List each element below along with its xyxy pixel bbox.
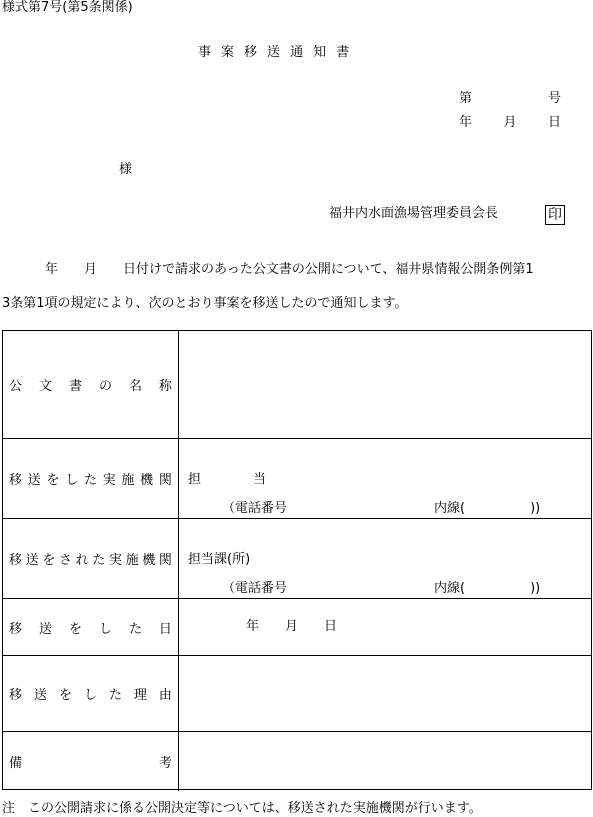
table-row-receiving-agency — [3, 519, 591, 599]
addressee-honorific: 様 — [119, 162, 133, 177]
label-char: の — [98, 379, 112, 394]
footnote: 注 この公開請求に係る公開決定等については、移送された実施機関が行います。 — [2, 801, 482, 816]
row-label — [3, 732, 179, 791]
transfer-details-table — [2, 330, 592, 790]
transfer-reason-field[interactable] — [179, 656, 591, 731]
transfer-date-label: 年 月 日 — [246, 619, 338, 634]
transfer-date-field[interactable] — [179, 599, 591, 655]
document-name-field[interactable] — [179, 331, 591, 438]
label-char: を — [46, 473, 60, 488]
table-row-transfer-reason — [3, 656, 591, 732]
title-char: 移 — [244, 45, 268, 60]
label-char: し — [65, 473, 79, 488]
phone-number-label: （電話番号 — [222, 581, 288, 596]
seal-stamp-box: 印 — [545, 205, 565, 225]
title-char: 書 — [336, 45, 360, 60]
label-char: れ — [75, 553, 89, 568]
person-in-charge-label: 担 当 — [188, 472, 267, 487]
label-char: 考 — [158, 756, 172, 771]
label-char: を — [42, 553, 56, 568]
label-char: 施 — [125, 553, 139, 568]
title-char: 事 — [198, 45, 222, 60]
table-row-remarks — [3, 732, 591, 791]
title-char: 通 — [290, 45, 314, 60]
document-number-line — [459, 91, 561, 107]
label-char: 称 — [158, 379, 172, 394]
label-char: 移 — [9, 473, 23, 488]
date-year: 年 — [459, 115, 473, 130]
extension-label: 内線( )) — [434, 501, 541, 516]
table-row-document-name — [3, 331, 591, 439]
label-char: 公 — [9, 379, 23, 394]
label-char: 備 — [9, 756, 23, 771]
row-label — [3, 656, 179, 731]
date-month: 月 — [503, 115, 517, 130]
row-label — [3, 439, 179, 518]
label-char: 関 — [158, 553, 172, 568]
label-char: 機 — [142, 553, 156, 568]
label-char: 日 — [158, 621, 172, 637]
title-char: 送 — [267, 45, 291, 60]
title-char: 案 — [221, 45, 245, 60]
number-suffix: 号 — [547, 91, 561, 106]
label-char: を — [58, 688, 72, 703]
label-char: し — [98, 621, 112, 637]
label-char: 名 — [128, 379, 142, 394]
label-char: 送 — [27, 473, 41, 488]
label-char: し — [83, 688, 97, 703]
row-label — [3, 331, 179, 438]
label-char: 移 — [9, 621, 23, 637]
label-char: た — [83, 473, 97, 488]
label-char: 移 — [9, 688, 23, 703]
receiving-agency-field[interactable] — [179, 519, 591, 598]
department-in-charge-label: 担当課(所) — [188, 552, 251, 567]
document-title — [198, 45, 359, 61]
label-char: さ — [58, 553, 72, 568]
transferring-agency-field[interactable] — [179, 439, 591, 518]
label-char: 移 — [9, 553, 23, 568]
number-prefix: 第 — [459, 91, 473, 106]
label-char: 送 — [38, 621, 52, 637]
label-char: 施 — [121, 473, 135, 488]
body-text-line-1: 年 月 日付けで請求のあった公文書の公開について、福井県情報公開条例第1 — [45, 262, 534, 277]
label-char: 書 — [68, 379, 82, 394]
label-char: た — [128, 621, 142, 637]
label-char: 実 — [102, 473, 116, 488]
table-row-transfer-date — [3, 599, 591, 656]
label-char: 文 — [38, 379, 52, 394]
label-char: 理 — [133, 688, 147, 703]
remarks-field[interactable] — [179, 732, 591, 791]
label-char: 関 — [158, 473, 172, 488]
label-char: を — [68, 621, 82, 637]
body-text-line-2: 3条第1項の規定により、次のとおり事案を移送したので通知します。 — [2, 296, 408, 311]
table-row-transferring-agency — [3, 439, 591, 519]
form-number-label: 様式第7号(第5条関係) — [2, 0, 133, 15]
label-char: 由 — [158, 688, 172, 703]
document-date-line — [459, 115, 561, 131]
title-char: 知 — [313, 45, 337, 60]
extension-label: 内線( )) — [434, 581, 541, 596]
date-day: 日 — [547, 115, 561, 130]
label-char: 送 — [25, 553, 39, 568]
label-char: 送 — [33, 688, 47, 703]
label-char: 機 — [140, 473, 154, 488]
label-char: 実 — [108, 553, 122, 568]
sender-name: 福井内水面漁場管理委員会長 — [329, 206, 499, 221]
label-char: た — [108, 688, 122, 703]
label-char: た — [92, 553, 106, 568]
row-label — [3, 519, 179, 598]
row-label — [3, 599, 179, 655]
phone-number-label: （電話番号 — [222, 501, 288, 516]
